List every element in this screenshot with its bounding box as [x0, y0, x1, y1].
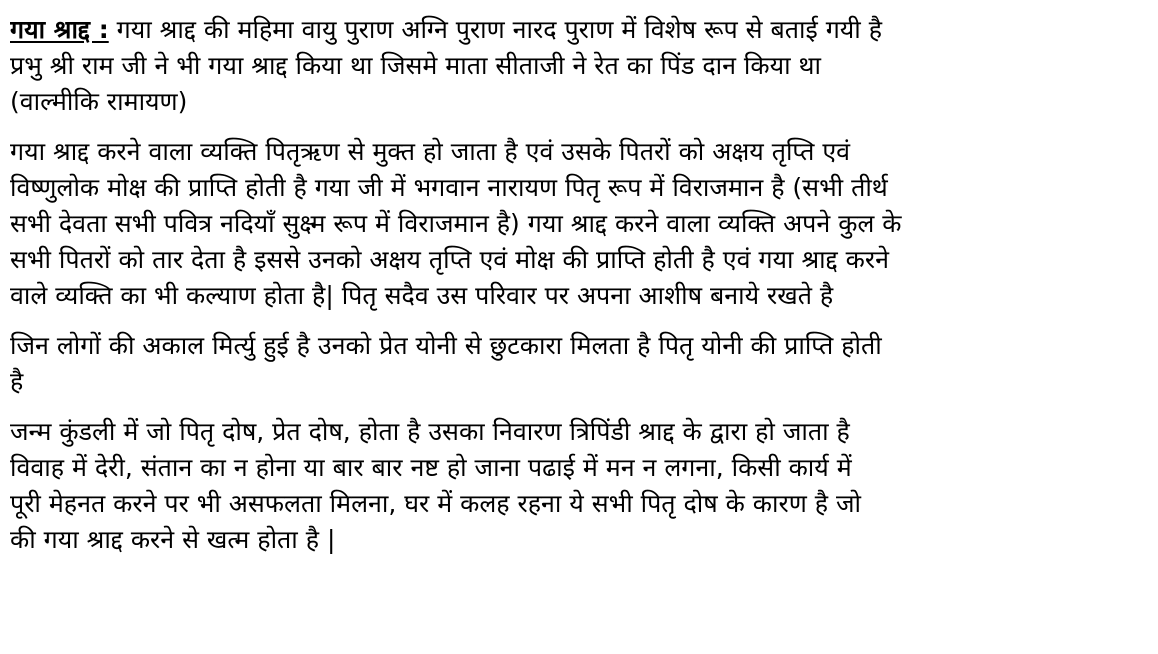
- text-line: जन्म कुंडली में जो पितृ दोष, प्रेत दोष, होता है उसका निवारण त्रिपिंडी श्राद्द के द्वारा हो जाता है: [10, 417, 850, 446]
- text-line: है: [10, 367, 24, 396]
- text-line: की गया श्राद्द करने से खत्म होता है |: [10, 525, 336, 554]
- text-line: पूरी मेहनत करने पर भी असफलता मिलना, घर में कलह रहना ये सभी पितृ दोष के कारण है जो: [10, 489, 861, 518]
- text-line: गया श्राद्द करने वाला व्यक्ति पितृऋण से मुक्त हो जाता है एवं उसके पितरों को अक्षय तृप्ति एवं: [10, 137, 851, 166]
- text-line: [10, 12, 1144, 48]
- text-line: (वाल्मीकि रामायण): [10, 87, 188, 116]
- text-line: वाले व्यक्ति का भी कल्याण होता है| पितृ सदैव उस परिवार पर अपना आशीष बनाये रखते है: [10, 281, 834, 310]
- text-line: प्रभु श्री राम जी ने भी गया श्राद्द किया था जिसमे माता सीताजी ने रेत का पिंड दान किया था: [10, 51, 821, 80]
- text-line: विवाह में देरी, संतान का न होना या बार बार नष्ट हो जाना पढाई में मन न लगना, किसी कार्य में: [10, 453, 852, 482]
- section-heading: गया श्राद्द :: [10, 15, 109, 44]
- text-line: विष्णुलोक मोक्ष की प्राप्ति होती है गया जी में भगवान नारायण पितृ रूप में विराजमान है (सभी तीर्थ: [10, 173, 888, 202]
- text-line: सभी देवता सभी पवित्र नदियाँ सुक्ष्म रूप में विराजमान है) गया श्राद्द करने वाला व्यक्ति अपने कुल के: [10, 209, 902, 238]
- paragraph-pitru-dosh: [10, 414, 1144, 558]
- paragraph-benefits: [10, 134, 1144, 314]
- text-line: सभी पितरों को तार देता है इससे उनको अक्षय तृप्ति एवं मोक्ष की प्राप्ति होती है एवं गया श्राद्द करने: [10, 245, 889, 274]
- text-run: गया श्राद्द की महिमा वायु पुराण अग्नि पुराण नारद पुराण में विशेष रूप से बताई गयी है: [108, 15, 882, 44]
- text-line: जिन लोगों की अकाल मिर्त्यु हुई है उनको प्रेत योनी से छुटकारा मिलता है पितृ योनी की प्राप्ति होती: [10, 331, 882, 360]
- paragraph-untimely-death: [10, 328, 1144, 400]
- paragraph-intro: [10, 12, 1144, 120]
